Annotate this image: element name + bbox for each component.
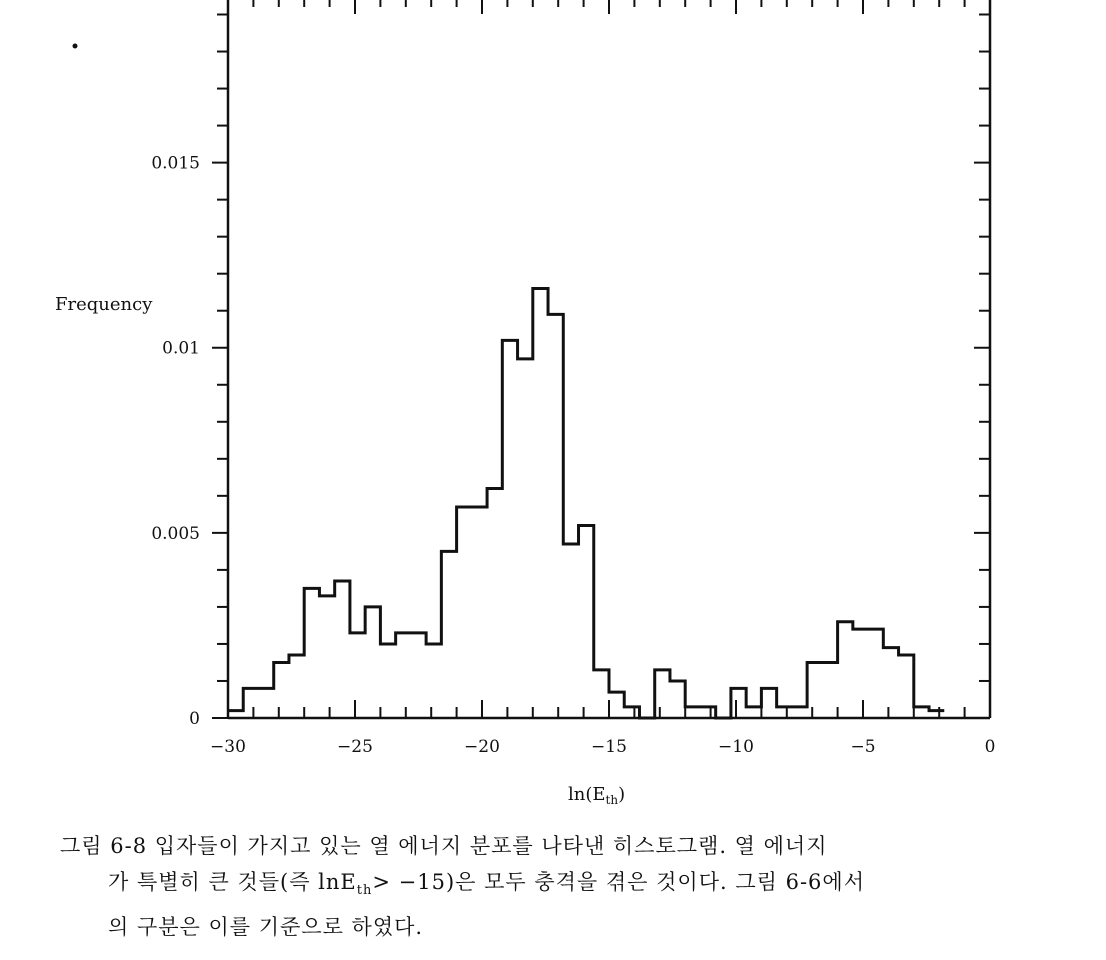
- histogram-bin: [319, 596, 334, 718]
- histogram-bin: [838, 622, 853, 718]
- y-tick-label: 0.01: [162, 338, 200, 359]
- histogram-bin: [761, 688, 776, 718]
- histogram-bin: [563, 544, 578, 718]
- histogram-bin: [792, 707, 807, 718]
- x-axis-label: $\ln(E_{th})$: [568, 784, 626, 807]
- histogram-bin: [594, 670, 609, 718]
- caption-line-3: 의 구분은 이를 기준으로 하였다.: [108, 915, 424, 940]
- histogram-bin: [274, 662, 289, 718]
- histogram-bin: [655, 670, 670, 718]
- histogram-bin: [548, 314, 563, 718]
- histogram-bin: [624, 707, 639, 718]
- histogram-bin: [533, 289, 548, 718]
- y-axis-label: Frequency: [55, 294, 153, 315]
- histogram-bin: [731, 688, 746, 718]
- histogram-bin: [472, 507, 487, 718]
- histogram-bin: [380, 644, 395, 718]
- histogram-bin: [914, 707, 929, 718]
- x-axis-tick-labels: [210, 737, 995, 757]
- x-tick-label: −25: [337, 737, 373, 757]
- histogram-bin: [883, 648, 898, 718]
- y-tick-label: 0.005: [151, 523, 200, 544]
- histogram-bin: [700, 707, 715, 718]
- histogram-bin: [685, 707, 700, 718]
- histogram-bin: [807, 662, 822, 718]
- histogram-bin: [258, 688, 273, 718]
- caption-line-1: 그림 6-8 입자들이 가지고 있는 열 에너지 분포를 나타낸 히스토그램. 열 에너지: [60, 834, 828, 858]
- histogram-bin: [457, 507, 472, 718]
- histogram-bin: [853, 629, 868, 718]
- histogram-bin: [777, 707, 792, 718]
- x-tick-label: −10: [718, 737, 754, 757]
- histogram-bin: [899, 655, 914, 718]
- caption-line-2: 가 특별히 큰 것들(즉 lnE$_{th}$> −15)은 모두 충격을 겪은 것이다. 그림 6-6에서: [108, 870, 865, 899]
- histogram-bin: [822, 662, 837, 718]
- y-axis-tick-labels: [151, 154, 200, 729]
- histogram-bin: [426, 644, 441, 718]
- x-tick-label: −20: [464, 737, 500, 757]
- histogram-bin: [365, 607, 380, 718]
- histogram-bin: [670, 681, 685, 718]
- x-tick-label: −5: [850, 737, 876, 757]
- histogram-bin: [502, 340, 517, 718]
- histogram-bin: [243, 688, 258, 718]
- x-tick-label: −15: [591, 737, 627, 757]
- histogram-bin: [579, 525, 594, 718]
- x-tick-label: −30: [210, 737, 246, 757]
- dot-mark: [73, 44, 78, 49]
- histogram-bin: [868, 629, 883, 718]
- figure-caption: [60, 828, 1060, 945]
- histogram-bin: [487, 488, 502, 718]
- histogram-bin: [441, 551, 456, 718]
- histogram-bin: [335, 581, 350, 718]
- histogram-bin: [304, 588, 319, 718]
- y-tick-label: 0: [189, 709, 200, 729]
- histogram-bin: [396, 633, 411, 718]
- histogram-bin: [350, 633, 365, 718]
- histogram-bin: [609, 692, 624, 718]
- y-tick-label: 0.015: [151, 153, 200, 174]
- histogram-bin: [518, 359, 533, 718]
- histogram-bin: [289, 655, 304, 718]
- histogram-bin: [411, 633, 426, 718]
- histogram-bin: [746, 707, 761, 718]
- x-tick-label: 0: [984, 737, 996, 757]
